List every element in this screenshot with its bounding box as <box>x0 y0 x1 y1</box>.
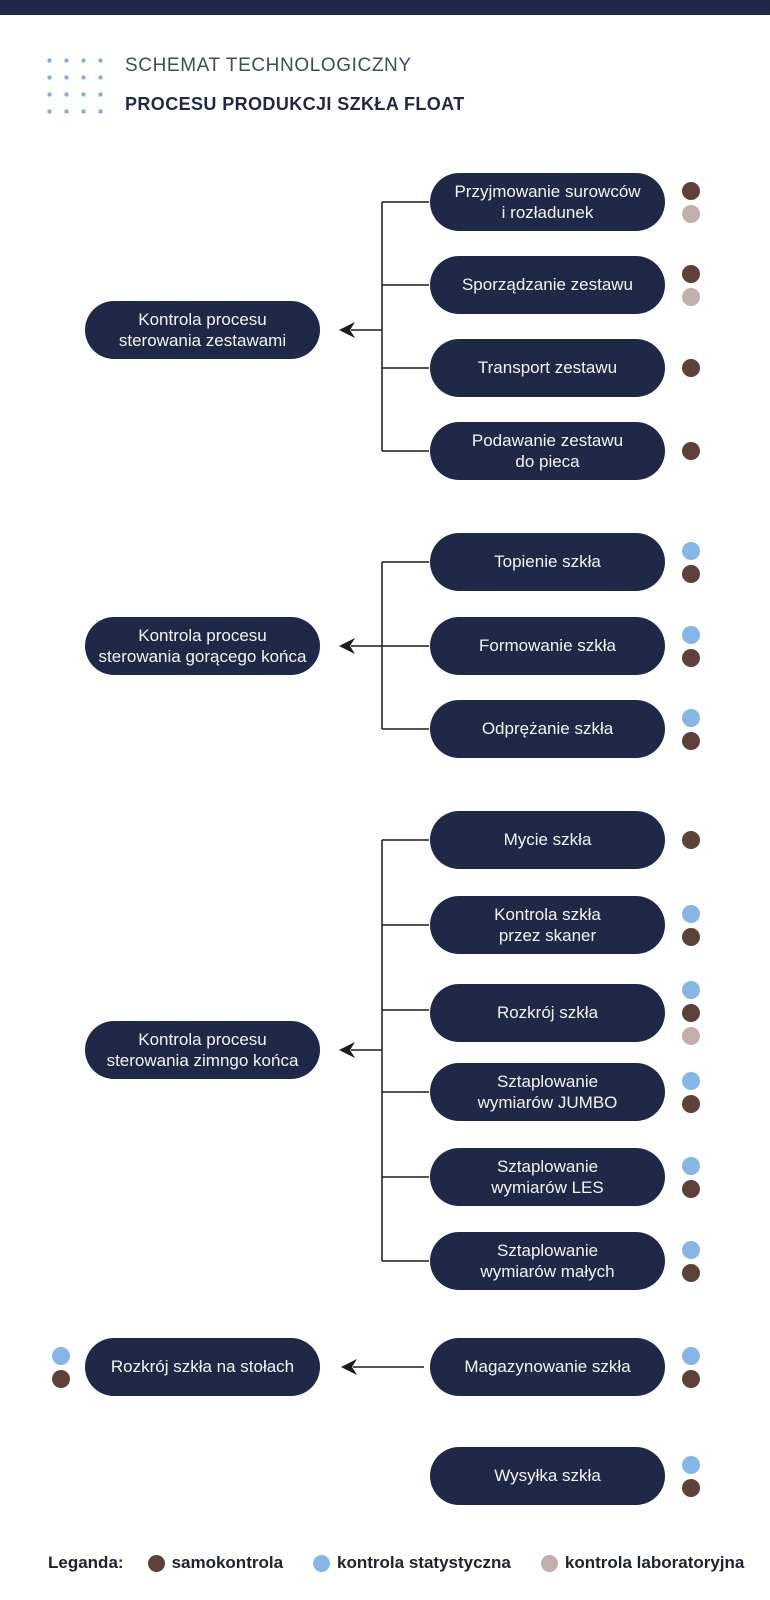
arrowhead-icon <box>339 638 355 654</box>
statystyczna-dot-icon <box>313 1555 330 1572</box>
arrowhead-icon <box>341 1359 357 1375</box>
step-pill <box>430 1232 665 1290</box>
legend-item-samokontrola <box>148 1553 283 1573</box>
control-dots <box>682 981 700 1045</box>
statystyczna-dot-icon <box>682 1241 700 1259</box>
step-label-line: Rozkrój szkła <box>496 1003 599 1023</box>
legend-item-label: samokontrola <box>171 1553 284 1572</box>
process-step-formowanie <box>430 617 700 675</box>
step-pill <box>430 896 665 954</box>
process-step-topienie <box>430 533 700 591</box>
step-label-line: Mycie szkła <box>503 830 592 850</box>
process-step-kontrola-skaner <box>430 896 700 954</box>
step-label-line: Odprężanie szkła <box>481 719 614 739</box>
control-box-zestawami <box>85 301 320 359</box>
control-dots <box>52 1347 70 1388</box>
group1-bracket <box>339 202 429 451</box>
process-step-sporzadzanie <box>430 256 700 314</box>
samokontrola-dot-icon <box>682 1004 700 1022</box>
samokontrola-dot-icon <box>682 1370 700 1388</box>
process-step-podawanie <box>430 422 700 480</box>
control-box-zimnego-konca <box>85 1021 320 1079</box>
arrowhead-icon <box>339 322 355 338</box>
samokontrola-dot-icon <box>52 1370 70 1388</box>
statystyczna-dot-icon <box>682 1347 700 1365</box>
process-step-sztaplowanie-malych <box>430 1232 700 1290</box>
samokontrola-dot-icon <box>682 649 700 667</box>
storage-arrow <box>341 1359 424 1375</box>
step-pill <box>430 617 665 675</box>
samokontrola-dot-icon <box>682 1180 700 1198</box>
step-pill <box>430 173 665 231</box>
samokontrola-dot-icon <box>682 831 700 849</box>
step-pill <box>430 1148 665 1206</box>
header <box>125 54 465 116</box>
control-pill <box>85 1021 320 1079</box>
process-step-sztaplowanie-les <box>430 1148 700 1206</box>
control-label-line: Kontrola procesu <box>138 625 267 645</box>
step-label-line: Wysyłka szkła <box>494 1466 601 1486</box>
step-pill <box>430 1063 665 1121</box>
legend-title: Leganda: <box>48 1553 124 1572</box>
step-label-line: Przyjmowanie surowców <box>454 181 641 201</box>
legend-item-label: kontrola statystyczna <box>337 1553 511 1572</box>
samokontrola-dot-icon <box>682 442 700 460</box>
step-pill <box>430 984 665 1042</box>
legend-item-laboratoryjna <box>541 1553 744 1573</box>
statystyczna-dot-icon <box>682 981 700 999</box>
samokontrola-dot-icon <box>682 928 700 946</box>
process-step-odprezanie <box>430 700 700 758</box>
step-pill <box>430 339 665 397</box>
process-step-sztaplowanie-jumbo <box>430 1063 700 1121</box>
samokontrola-dot-icon <box>682 359 700 377</box>
control-dots <box>682 1347 700 1388</box>
process-step-rozkroj-stoly <box>52 1338 320 1396</box>
samokontrola-dot-icon <box>682 1479 700 1497</box>
control-label-line: Kontrola procesu <box>138 309 267 329</box>
control-dots <box>682 359 700 377</box>
step-pill <box>430 811 665 869</box>
control-dots <box>682 182 700 223</box>
statystyczna-dot-icon <box>682 905 700 923</box>
control-dots <box>682 626 700 667</box>
statystyczna-dot-icon <box>682 1072 700 1090</box>
process-step-magazynowanie <box>430 1338 700 1396</box>
control-dots <box>682 1072 700 1113</box>
step-label-line: Sztaplowanie <box>496 1071 599 1091</box>
page-subtitle: PROCESU PRODUKCJI SZKŁA FLOAT <box>125 94 465 114</box>
step-label-line: do pieca <box>515 452 580 471</box>
step-pill <box>430 422 665 480</box>
statystyczna-dot-icon <box>682 1157 700 1175</box>
group3-bracket <box>339 840 429 1261</box>
laboratoryjna-dot-icon <box>682 1027 700 1045</box>
step-label-line: Rozkrój szkła na stołach <box>110 1357 295 1377</box>
legend <box>48 1553 744 1573</box>
process-step-transport <box>430 339 700 397</box>
legend-item-statystyczna <box>313 1553 511 1573</box>
control-label-line: sterowania zimngo końca <box>106 1051 299 1070</box>
samokontrola-dot-icon <box>148 1555 165 1572</box>
step-label-line: Sztaplowanie <box>496 1156 599 1176</box>
statystyczna-dot-icon <box>52 1347 70 1365</box>
samokontrola-dot-icon <box>682 565 700 583</box>
statystyczna-dot-icon <box>682 626 700 644</box>
legend-item-label: kontrola laboratoryjna <box>564 1553 745 1572</box>
step-label-line: Sztaplowanie <box>496 1240 599 1260</box>
step-label-line: Kontrola szkła <box>494 904 601 924</box>
control-label-line: Kontrola procesu <box>138 1029 267 1049</box>
control-dots <box>682 1157 700 1198</box>
step-pill <box>430 700 665 758</box>
statystyczna-dot-icon <box>682 709 700 727</box>
title-dots-decoration <box>47 58 105 114</box>
laboratoryjna-dot-icon <box>541 1555 558 1572</box>
statystyczna-dot-icon <box>682 1456 700 1474</box>
process-step-mycie <box>430 811 700 869</box>
arrowhead-icon <box>339 1042 355 1058</box>
process-step-przyjmowanie <box>430 173 700 231</box>
step-label-line: Formowanie szkła <box>479 636 616 656</box>
step-label-line: Sporządzanie zestawu <box>461 275 634 295</box>
step-label-line: przez skaner <box>498 926 597 945</box>
process-step-rozkroj <box>430 981 700 1045</box>
step-label-line: Podawanie zestawu <box>471 430 624 450</box>
control-dots <box>682 1241 700 1282</box>
step-label-line: wymiarów JUMBO <box>477 1093 618 1112</box>
control-label-line: sterowania gorącego końca <box>98 647 307 666</box>
control-dots <box>682 542 700 583</box>
control-dots <box>682 905 700 946</box>
samokontrola-dot-icon <box>682 182 700 200</box>
control-pill <box>85 617 320 675</box>
control-label-line: sterowania zestawami <box>118 331 287 350</box>
control-box-goracego-konca <box>85 617 320 675</box>
step-label-line: wymiarów LES <box>491 1178 604 1197</box>
control-dots <box>682 709 700 750</box>
group2-bracket <box>339 562 429 729</box>
step-pill <box>430 533 665 591</box>
control-dots <box>682 265 700 306</box>
top-bar <box>0 0 770 15</box>
step-pill <box>430 1338 665 1396</box>
step-label-line: Transport zestawu <box>477 358 618 378</box>
control-dots <box>682 442 700 460</box>
step-label-line: Magazynowanie szkła <box>464 1357 631 1377</box>
page-title: SCHEMAT TECHNOLOGICZNY <box>125 55 412 76</box>
samokontrola-dot-icon <box>682 1264 700 1282</box>
control-pill <box>85 301 320 359</box>
process-step-wysylka <box>430 1447 700 1505</box>
step-pill <box>85 1338 320 1396</box>
control-dots <box>682 831 700 849</box>
step-pill <box>430 256 665 314</box>
laboratoryjna-dot-icon <box>682 205 700 223</box>
samokontrola-dot-icon <box>682 732 700 750</box>
control-dots <box>682 1456 700 1497</box>
step-label-line: i rozładunek <box>501 203 594 222</box>
statystyczna-dot-icon <box>682 542 700 560</box>
samokontrola-dot-icon <box>682 1095 700 1113</box>
step-label-line: Topienie szkła <box>494 552 601 572</box>
laboratoryjna-dot-icon <box>682 288 700 306</box>
samokontrola-dot-icon <box>682 265 700 283</box>
step-pill <box>430 1447 665 1505</box>
step-label-line: wymiarów małych <box>480 1262 615 1281</box>
